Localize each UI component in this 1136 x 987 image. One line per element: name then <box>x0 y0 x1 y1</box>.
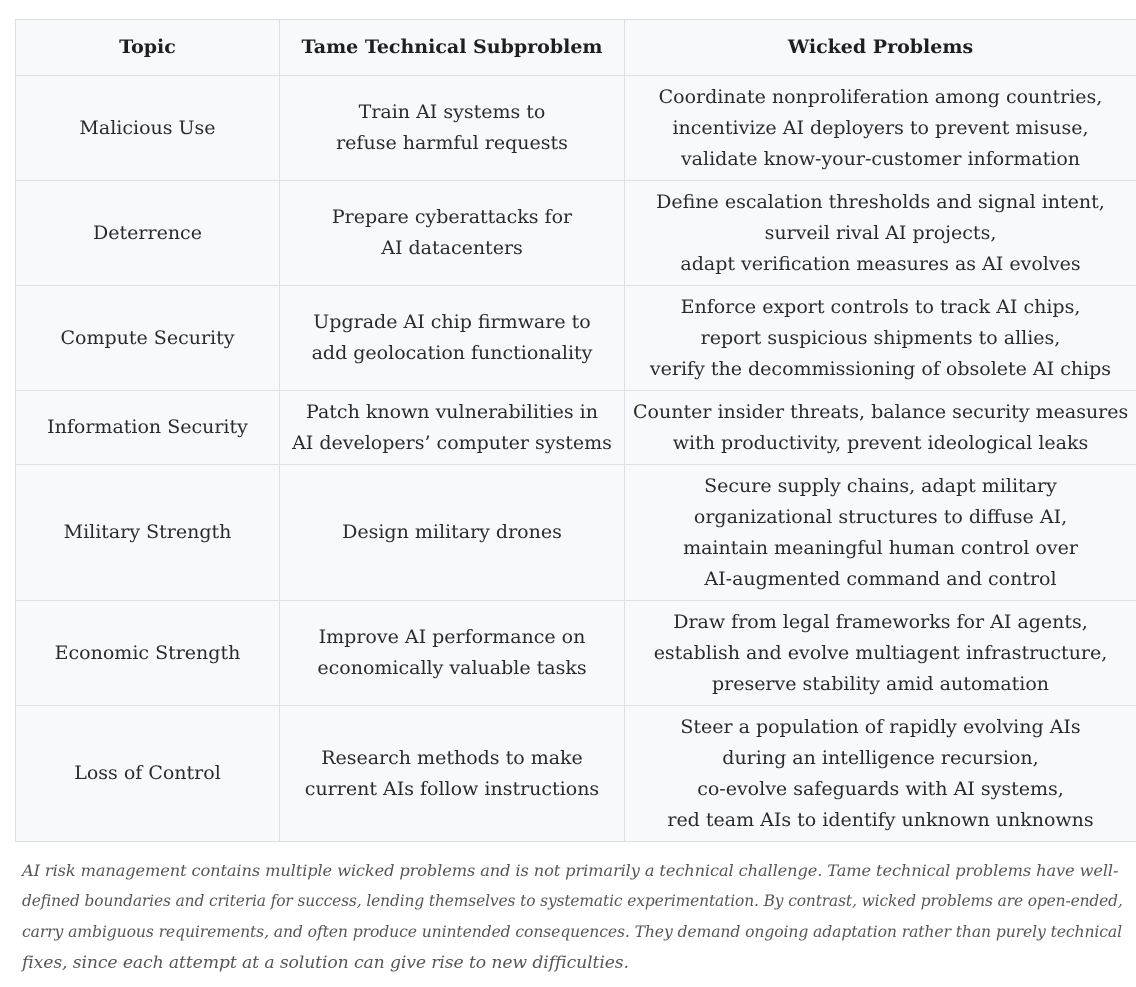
table-caption <box>22 855 1122 979</box>
table-row <box>16 181 1136 286</box>
cell-line: Draw from legal frameworks for AI agents, <box>673 610 1088 633</box>
table-row <box>16 706 1136 842</box>
cell-line: establish and evolve multiagent infrastructure, <box>653 641 1108 664</box>
topic-cell: Deterrence <box>16 181 280 286</box>
cell-line: surveil rival AI projects, <box>764 221 997 244</box>
tame-cell <box>280 286 625 391</box>
tame-cell <box>280 706 625 842</box>
cell-line: Secure supply chains, adapt military <box>704 474 1057 497</box>
cell-line: validate know-your-customer information <box>680 147 1081 170</box>
cell-line: Patch known vulnerabilities in <box>306 400 598 423</box>
wicked-cell <box>625 76 1136 181</box>
comparison-table-container <box>15 19 1136 842</box>
cell-line: Define escalation thresholds and signal intent, <box>656 190 1105 213</box>
topic-cell: Compute Security <box>16 286 280 391</box>
table-row <box>16 465 1136 601</box>
table-row <box>16 391 1136 465</box>
table-row <box>16 76 1136 181</box>
cell-line: Research methods to make <box>321 746 583 769</box>
cell-line: preserve stability amid automation <box>711 672 1050 695</box>
wicked-cell <box>625 601 1136 706</box>
cell-line: Improve AI performance on <box>318 626 586 648</box>
caption-line: AI risk management contains multiple wicked problems and is not primarily a technical challenge. Tame technical problems have well- <box>22 861 1119 880</box>
cell-line: Prepare cyberattacks for <box>331 206 573 228</box>
cell-line: AI-augmented command and control <box>704 567 1057 590</box>
cell-line: Enforce export controls to track AI chips, <box>680 295 1081 318</box>
cell-line: adapt verification measures as AI evolves <box>680 252 1081 275</box>
topic-cell: Economic Strength <box>16 601 280 706</box>
cell-line: maintain meaningful human control over <box>683 536 1078 559</box>
topic-cell: Malicious Use <box>16 76 280 181</box>
wicked-cell <box>625 286 1136 391</box>
tame-cell <box>280 181 625 286</box>
cell-line: Coordinate nonproliferation among countries, <box>658 85 1103 108</box>
tame-cell <box>280 76 625 181</box>
cell-line: AI developers’ computer systems <box>292 431 612 454</box>
cell-line: during an intelligence recursion, <box>722 746 1039 769</box>
header-topic: Topic <box>16 20 280 76</box>
wicked-cell <box>625 391 1136 465</box>
topic-cell: Information Security <box>16 391 280 465</box>
table-row <box>16 601 1136 706</box>
cell-line: Upgrade AI chip firmware to <box>313 311 591 333</box>
cell-line: current AIs follow instructions <box>304 777 600 800</box>
cell-line: economically valuable tasks <box>317 657 587 679</box>
tame-cell <box>280 601 625 706</box>
wicked-cell <box>625 706 1136 842</box>
cell-line: with productivity, prevent ideological leaks <box>672 431 1089 454</box>
cell-line: Counter insider threats, balance security measures <box>633 400 1129 423</box>
topic-cell: Military Strength <box>16 465 280 601</box>
table-row <box>16 286 1136 391</box>
cell-line: organizational structures to diffuse AI, <box>693 505 1068 528</box>
cell-line: Design military drones <box>342 521 562 543</box>
cell-line: report suspicious shipments to allies, <box>700 326 1061 349</box>
cell-line: Steer a population of rapidly evolving AIs <box>680 715 1081 738</box>
wicked-cell <box>625 181 1136 286</box>
topic-cell: Loss of Control <box>16 706 280 842</box>
tame-cell <box>280 465 625 601</box>
risk-comparison-table <box>15 19 1136 842</box>
cell-line: co-evolve safeguards with AI systems, <box>697 777 1064 800</box>
caption-line: fixes, since each attempt at a solution can give rise to new difficulties. <box>22 953 629 973</box>
tame-cell <box>280 391 625 465</box>
table-header-row <box>16 20 1136 76</box>
caption-line: defined boundaries and criteria for success, lending themselves to systematic experimentation. By contrast, wicked problems are open-ended, <box>22 892 1123 910</box>
cell-line: incentivize AI deployers to prevent misuse, <box>672 116 1089 139</box>
cell-line: Train AI systems to <box>358 101 546 123</box>
cell-line: add geolocation functionality <box>311 342 593 364</box>
caption-line: carry ambiguous requirements, and often produce unintended consequences. They demand ongoing adaptation rather than purely technical <box>22 923 1123 941</box>
cell-line: verify the decommissioning of obsolete AI chips <box>649 357 1112 380</box>
wicked-cell <box>625 465 1136 601</box>
cell-line: red team AIs to identify unknown unknowns <box>667 808 1094 831</box>
cell-line: refuse harmful requests <box>336 132 568 154</box>
header-wicked-problems: Wicked Problems <box>625 20 1136 76</box>
cell-line: AI datacenters <box>381 237 523 259</box>
header-tame-subproblem: Tame Technical Subproblem <box>280 20 625 76</box>
